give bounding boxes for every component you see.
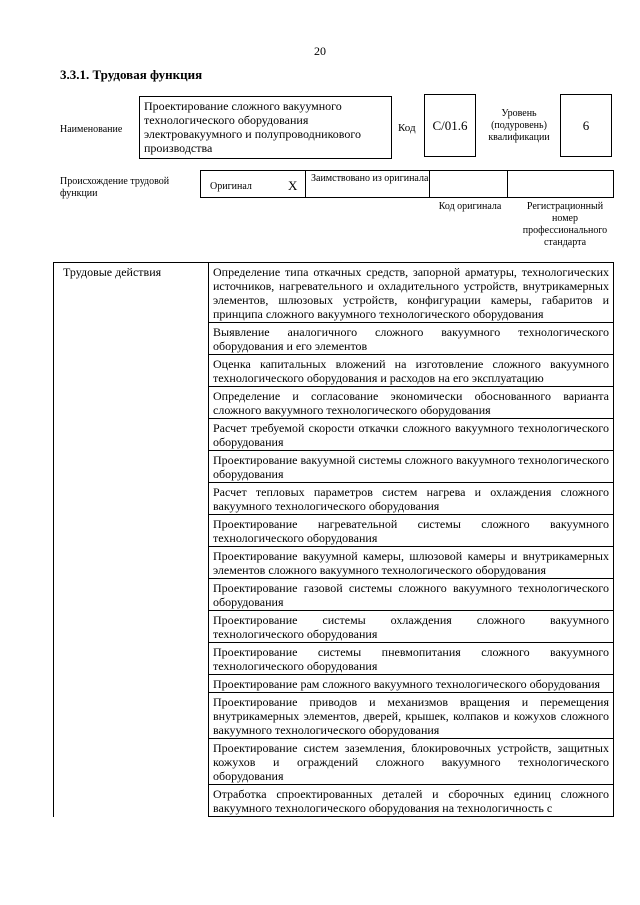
function-name-value: Проектирование сложного вакуумного технологического оборудования электровакуумного и полупроводникового производства [144,99,361,155]
origin-divider [305,171,306,197]
registration-number-label: Регистрационный номер профессионального стандарта [522,201,608,248]
labor-action-item: Проектирование системы охлаждения сложного вакуумного технологического оборудования [209,611,614,643]
original-mark: X [288,178,298,193]
origin-row [200,170,614,198]
labor-action-item: Проектирование нагревательной системы сложного вакуумного технологического оборудования [209,515,614,547]
labor-action-item: Проектирование вакуумной камеры, шлюзовой камеры и внутрикамерных элементов сложного вакуумного технологического оборудования [209,547,614,579]
labor-action-row [54,263,614,323]
section-title: 3.3.1. Трудовая функция [60,67,203,82]
labor-action-item: Расчет тепловых параметров систем нагрева и охлаждения сложного вакуумного технологического оборудования [209,483,614,515]
labor-action-item: Выявление аналогичного сложного вакуумного технологического оборудования и его элементов [209,323,614,355]
original-label: Оригинал [210,181,252,192]
labor-action-item: Проектирование рам сложного вакуумного технологического оборудования [209,675,614,693]
page-number: 20 [314,44,326,58]
labor-action-item: Определение и согласование экономически обоснованного варианта сложного вакуумного технологического оборудования [209,387,614,419]
labor-action-item: Проектирование систем заземления, блокировочных устройств, защитных кожухов и ограждений сложного вакуумного технологического оборудования [209,739,614,785]
labor-action-item: Проектирование вакуумной системы сложного вакуумного технологического оборудования [209,451,614,483]
labor-action-item: Проектирование приводов и механизмов вращения и перемещения внутрикамерных элементов, дверей, крышек, колпаков и кожухов сложного вакуумного технологического оборудования [209,693,614,739]
qualification-level-label: Уровень (подуровень) квалификации [488,108,550,143]
code-original-label: Код оригинала [438,201,502,212]
labor-action-item: Проектирование системы пневмопитания сложного вакуумного технологического оборудования [209,643,614,675]
origin-label: Происхождение трудовой функции [60,176,170,199]
labor-actions-table [53,262,614,817]
code-box [424,94,476,157]
labor-action-item: Проектирование газовой системы сложного вакуумного технологического оборудования [209,579,614,611]
labor-action-item: Определение типа откачных средств, запорной арматуры, технологических источников, нагревательного и охладительного устройств, внутрикамерных элементов, шлюзовых устройств, конфигурации камеры, габаритов и принципа сложного вакуумного технологического оборудования [209,263,614,323]
naming-label: Наименование [60,124,123,135]
code-value: C/01.6 [432,117,468,133]
labor-action-item: Оценка капитальных вложений на изготовление сложного вакуумного технологического оборудования и расходов на его эксплуатацию [209,355,614,387]
labor-actions-label: Трудовые действия [54,263,209,817]
origin-divider [507,171,508,197]
borrowed-label: Заимствовано из оригинала [311,173,429,184]
labor-action-item: Расчет требуемой скорости откачки сложного вакуумного технологического оборудования [209,419,614,451]
qualification-level-value: 6 [582,117,590,133]
origin-divider [429,171,430,197]
labor-action-item: Отработка спроектированных деталей и сборочных единиц сложного вакуумного технологического оборудования на технологичность с [209,785,614,817]
function-name-box [139,96,392,159]
code-label: Код [398,122,416,134]
qualification-level-box [560,94,612,157]
